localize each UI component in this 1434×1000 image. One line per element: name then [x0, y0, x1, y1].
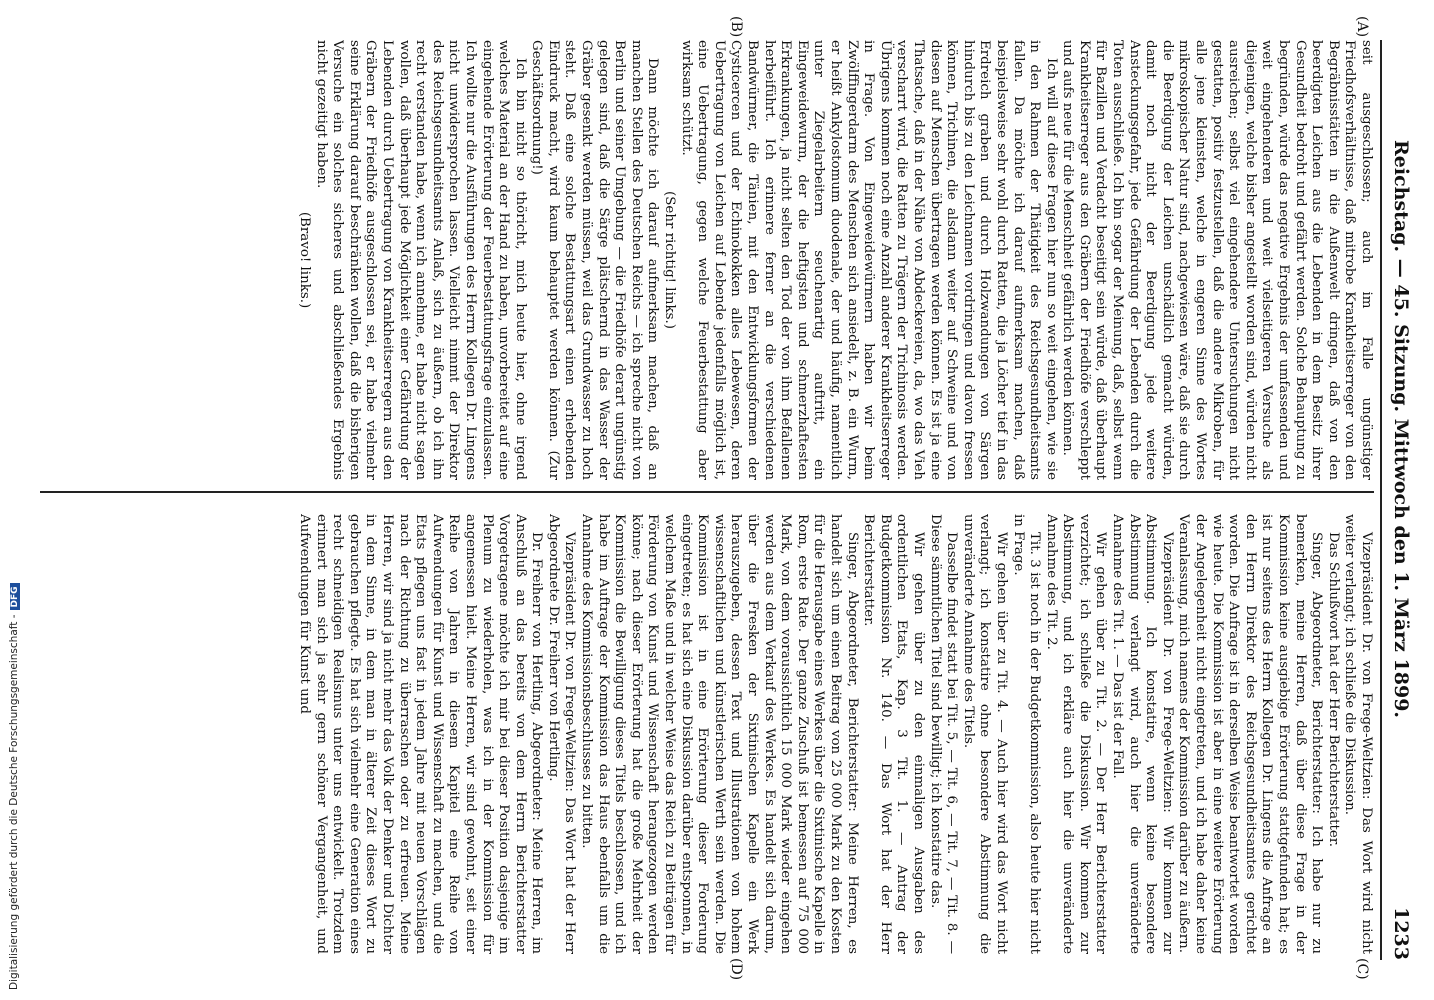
paragraph: Dasselbe findet statt bei Tit. 5, — Tit. 6, — Tit. 7, — Tit. 8. — Diese sämmtlichen Titel sind bewilligt; ich konstatire das.: [927, 514, 960, 954]
paragraph: Vizepräsident Dr. von Frege-Weltzien: Wir kommen zur Abstimmung. Ich konstatire, wenn keine besondere Abstimmung verlangt wird, auch hier die unveränderte Annahme des Tit. 1. — Das ist der Fall.: [1110, 514, 1175, 954]
paragraph: Ich will auf diese Fragen hier nun so weit eingehen, wie sie in den Rahmen der Thätigkeit des Reichsgesundheitsamts fallen. Da möchte ich darauf aufmerksam machen, daß beispielsweise sehr wohl durch Ratten, die ja Löcher tief in das Erdreich graben und durch Holzwandungen von Särgen hindurch bis zu den Leichnamen vordringen und davon fressen können, Trichinen, die alsdann weiter auf Schweine und von diesen auf Menschen übertragen werden können. Es ist ja eine Thatsache, daß in der Nähe von Abdeckereien, da, wo das Vieh verscharrt wird, die Ratten zu Trägern der Trichinosis werden. Übrigens kommen noch eine Anzahl anderer Krankheitserreger in Frage. Von Eingeweidewürmern haben wir beim Zwölffingerdarm des Menschen sich ansiedelt, z. B. ein Wurm, er heißt Ankylostomum duodenale, der und häufig, namentlich unter Ziegelarbeitern seuchenartig auftritt, ein Eingeweidewurm, der die heftigsten und schmerzhaftesten Erkrankungen, ja nicht selten den Tod der von ihm Befallenen herbeiführt. Ich erinnere ferner an die verschiedenen Bandwürmer, die Tänien, mit den Entwicklungsformen der Cysticercen und der Echinokokken alles Lebewesen, deren Uebertragung von Leichen auf Lebende jedenfalls möglich ist, eine Uebertragung, gegen welche Feuerbestattung aber wirksam schützt.: [678, 40, 1059, 480]
right-column: [40, 514, 1374, 954]
column-divider: [40, 491, 1374, 493]
paragraph: Dr. Freiherr von Hertling, Abgeordneter: Meine Herren, im Anschluß an das bereits von dem Herrn Berichterstatter Vorgetragene möchte ich mir bei dieser Position dasjenige im Plenum zu wiederholen, was ich in der Kommission für angemessen hielt. Meine Herren, wir sind gewohnt, seit einer Reihe von Jahren in diesem Kapitel eine Reihe von Aufwendungen für Kunst und Wissenschaft zu machen, und die Etats pflegen uns fast in jedem Jahre mit neuen Vorschlägen nach der Richtung zu überraschen oder zu erfreuen. Meine Herren, wir sind ja nicht mehr das Volk der Denker und Dichter in dem Sinne, in dem man in älterer Zeit dieses Wort zu gebrauchen pflegte. Es hat sich vielmehr eine Generation eines recht schneidigen Realismus unter uns entwickelt. Trotzdem erinnert man sich ja sehr gern schöner Vergangenheit, und Aufwendungen für Kunst und: [297, 514, 545, 954]
margin-marker-d: (D): [728, 958, 744, 981]
paragraph: Vizepräsident Dr. von Frege-Weltzien: Das Wort wird nicht weiter verlangt; ich schließe die Diskussion.: [1342, 514, 1374, 954]
paragraph: Dann möchte ich darauf aufmerksam machen, daß an manchen Stellen des Deutschen Reichs — ich spreche nicht von Berlin und seiner Umgebung — die Friedhöfe derart ungünstig gelegen sind, daß die Särge plätschernd in das Wasser der Gräber gesenkt werden müssen, weil das Grundwasser zu hoch steht. Daß eine solche Bestattungsart einen erhebenden Eindruck macht, wird kaum behauptet werden können. (Zur Geschäftsordnung!): [529, 40, 661, 480]
paragraph: seit ausgeschlossen; auch im Falle ungünstiger Friedhofsverhältnisse, daß mitrobe Krankheitserreger von den Begräbnisstätten in die Außenwelt dringen, daß von den beerdigten Leichen aus die Lebenden in dem Besitz ihrer Gesundheit bedroht und gefährt werden. Solche Behauptung zu begründen, würde das negative Ergebnis der umfassenden und weit eingehenderen und weit vielseitigeren Versuche als diejenigen, welche bisher angestellt worden sind, würden nicht ausreichen; selbst viel eingehendere Untersuchungen nicht gestatten, positiv festzustellen, daß die andere Mikroben, für alle jene kleinsten, welche in engeren Sinne des Wortes mikroskopischer Natur sind, nachgewiesen wäre, daß sie durch die Beerdigung der Leichen unschädlich gemacht würden, damit noch nicht der Beerdigung jede weitere Ansteckungsgefahr, jede Gefährdung der Lebenden durch die Toten ausschließe. Ich bin sogar der Meinung, daß, selbst wenn für Bazillen und Verdacht beseitigt sein würde, daß überhaupt Krankheitserreger aus den Gräbern der Friedhöfe verschleppt und aufs neue für die Menschheit gefährlich werden können.: [1060, 40, 1374, 480]
paragraph: Tit. 3 ist noch in der Budgetkommission, also heute hier nicht in Frage.: [1010, 514, 1043, 954]
digitization-note: [0, 0, 30, 1000]
digitization-text: [8, 0, 20, 990]
paragraph: Ich bin nicht so thöricht, mich heute hier, ohne irgend welches Material an der Hand zu haben, unvorbereitet auf eine eingehende Erörterung der Feuerbestattungsfrage einzulassen. Ich wollte nur die Ausführungen des Herrn Kollegen Dr. Lingens nicht unwidersprochen lassen. Vielleicht nimmt der Direktor des Reichsgesundheitsamts Anlaß, sich zu äußern, ob ich ihn recht verstanden habe, wenn ich annehme, er habe nicht sagen wollen, daß überhaupt jede Möglichkeit einer Gefährdung der Lebenden durch Uebertragung von Krankheitserregern aus den Gräbern der Friedhöfe ausgeschlossen sei, er habe vielmehr seine Erklärung darauf beschränken wollen, daß die bisherigen Versuche ein solches sicheres und abschließendes Ergebnis nicht gezeitigt haben.: [313, 40, 528, 480]
left-column: [40, 40, 1374, 480]
header-title: Reichstag. — 45. Sitzung. Mittwoch den 1. März 1899.: [1390, 140, 1412, 719]
paragraph: Singer, Abgeordneter, Berichterstatter: Meine Herren, es handelt sich um einen Beitrag von 25 000 Mark zu den Kosten für die Herausgabe eines Werkes über die Sixtinische Kapelle in Rom, erste Rate. Der ganze Zuschuß ist bemessen auf 75 000 Mark, von dem voraussichtlich 15 000 Mark wieder eingehen werden aus dem Verkauf des Werkes. Es handelt sich darum, über die Fresken der Sixtinischen Kapelle ein Werk herauszugeben, dessen Text und Illustrationen von hohem wissenschaftlichen und künstlerischen Werth sein werden. Die Kommission ist in eine Erörterung dieser Forderung eingetreten; es hat sich eine Diskussion darüber entsponnen, in welchem Maße und in welcher Weise das Reich zu Beiträgen für Förderung von Kunst und Wissenschaft herangezogen werden könne; nach dieser Erörterung hat die große Mehrheit der Kommission die Bewilligung dieses Titels beschlossen, und ich habe im Auftrage der Kommission das Haus ebenfalls um die Annahme des Kommissionsbeschlusses zu bitten.: [579, 514, 860, 954]
funding-note: Digitalisierung gefördert durch die Deutsche Forschungsgemeinschaft -: [8, 614, 20, 990]
paragraph: Das Schlußwort hat der Herr Berichterstatter.: [1325, 532, 1341, 848]
interjection: (Bravo! links.): [297, 211, 312, 309]
paragraph: Wir gehen über zu Tit. 4. — Auch hier wird das Wort nicht verlangt; ich konstatire ohne besondere Abstimmung die unveränderte Annahme des Titels.: [960, 514, 1009, 954]
margin-marker-b: (B): [728, 16, 744, 38]
header-rule: [1380, 40, 1382, 960]
paragraph: Vizepräsident Dr. von Frege-Weltzien: Das Wort hat der Herr Abgeordnete Dr. Freiherr von Hertling.: [545, 514, 578, 954]
paragraph: Wir gehen über zu Tit. 2. — Der Herr Berichterstatter verzichtet; ich schließe die Diskussion. Wir kommen zur Abstimmung, und ich erkläre auch hier die unveränderte Annahme des Tit. 2.: [1043, 514, 1109, 954]
page-number: 1233: [1390, 907, 1412, 960]
paragraph: Singer, Abgeordneter, Berichterstatter: Ich habe nur zu bemerken, meine Herren, daß über diese Frage in der Kommission keine ausgiebige Erörterung stattgefunden hat; es ist nur seitens des Herrn Kollegen Dr. Lingens die Anfrage an den Herrn Direktor des Reichsgesundheitsamtes gerichtet worden. Die Anfrage ist in derselben Weise beantwortet worden wie heute. Die Kommission ist aber in eine weitere Erörterung der Angelegenheit nicht eingetreten, und ich habe daher keine Veranlassung, mich namens der Kommission darüber zu äußern.: [1176, 514, 1325, 954]
dfg-logo-icon: DFG: [10, 583, 20, 610]
page-header: [1378, 50, 1418, 960]
paragraph: Wir gehen über zu den einmaligen Ausgaben des ordentlichen Etats, Kap. 3 Tit. 1. — Antrag der Budgetkommission Nr. 140. — Das Wort hat der Herr Berichterstatter.: [861, 514, 926, 954]
margin-marker-c: (C): [1354, 958, 1370, 980]
margin-marker-a: (A): [1354, 16, 1370, 38]
interjection: (Sehr richtig! links.): [662, 191, 678, 329]
